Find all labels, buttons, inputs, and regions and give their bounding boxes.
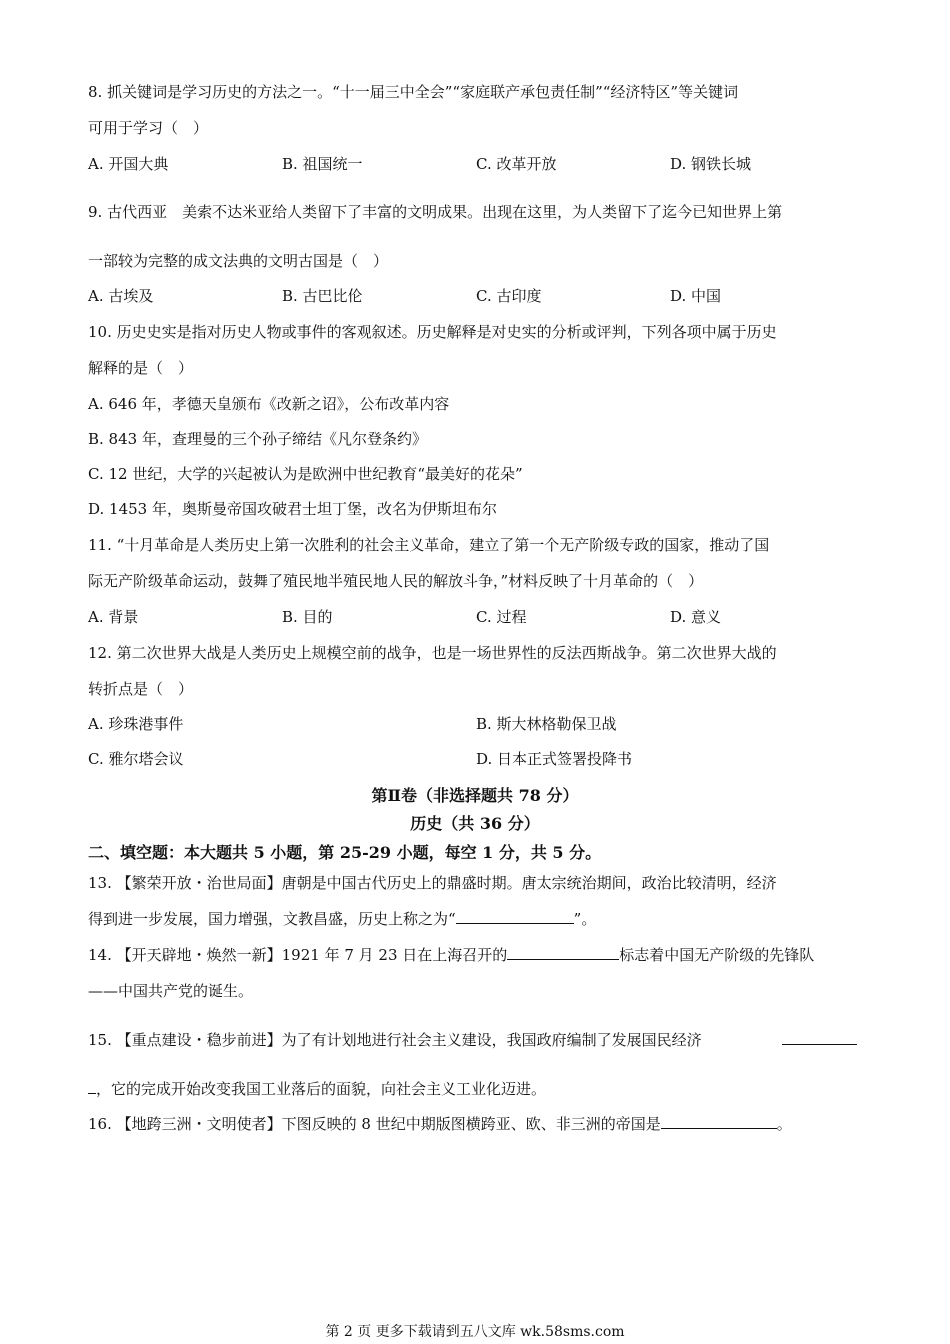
q15-stem-line1: 15. 【重点建设・稳步前进】为了有计划地进行社会主义建设，我国政府编制了发展国民经济 (88, 1031, 702, 1049)
q12-option-c: C. 雅尔塔会议 (88, 750, 184, 768)
q10-option-a: A. 646 年，孝德天皇颁布《改新之诏》，公布改革内容 (88, 395, 450, 413)
q8-stem-line1: 8. 抓关键词是学习历史的方法之一。“十一届三中全会”“家庭联产承包责任制”“经济特区”等关键词 (88, 83, 739, 101)
q12-stem-line1: 12. 第二次世界大战是人类历史上规模空前的战争，也是一场世界性的反法西斯战争。第二次世界大战的 (88, 644, 777, 662)
q11-option-c: C. 过程 (476, 608, 527, 626)
q9-stem-line2: 一部较为完整的成文法典的文明古国是（ ） (88, 252, 389, 270)
q8-option-b: B. 祖国统一 (282, 155, 363, 173)
q10-option-b: B. 843 年，查理曼的三个孙子缔结《凡尔登条约》 (88, 430, 427, 448)
q16-text-after-blank: 。 (776, 1115, 792, 1133)
q9-option-d: D. 中国 (670, 287, 722, 305)
section-subtitle: 历史（共 36 分） (410, 814, 540, 833)
q11-option-d: D. 意义 (670, 608, 722, 626)
q11-option-b: B. 目的 (282, 608, 333, 626)
q12-option-a: A. 珍珠港事件 (88, 715, 184, 733)
q14-answer-blank[interactable] (507, 945, 619, 960)
q15-text-after-blank: ，它的完成开始改变我国工业落后的面貌，向社会主义工业化迈进。 (96, 1080, 547, 1098)
q13-stem-line1: 13. 【繁荣开放・治世局面】唐朝是中国古代历史上的鼎盛时期。唐太宗统治期间，政治比较清明，经济 (88, 874, 777, 892)
q9-option-a: A. 古埃及 (88, 287, 154, 305)
q12-option-b: B. 斯大林格勒保卫战 (476, 715, 617, 733)
q14-stem-line2: ——中国共产党的诞生。 (88, 982, 254, 1000)
q15-answer-blank-continued[interactable] (88, 1079, 96, 1094)
section-title: 第Ⅱ卷（非选择题共 78 分） (371, 786, 579, 805)
q15-answer-blank[interactable] (782, 1030, 857, 1045)
q10-option-d: D. 1453 年，奥斯曼帝国攻破君士坦丁堡，改名为伊斯坦布尔 (88, 500, 497, 518)
q9-stem-line1: 9. 古代西亚 美索不达米亚给人类留下了丰富的文明成果。出现在这里，为人类留下了迄今已知世界上第 (88, 203, 783, 221)
q8-option-d: D. 钢铁长城 (670, 155, 752, 173)
q13-stem-line2 (88, 909, 596, 929)
q16-stem-line1 (88, 1114, 792, 1134)
q8-stem-line2: 可用于学习（ ） (88, 119, 209, 137)
q14-stem-line1 (88, 945, 814, 965)
q10-stem-line1: 10. 历史史实是指对历史人物或事件的客观叙述。历史解释是对史实的分析或评判，下列各项中属于历史 (88, 323, 777, 341)
q13-answer-blank[interactable] (456, 909, 574, 924)
q14-text-before-blank: 14. 【开天辟地・焕然一新】1921 年 7 月 23 日在上海召开的 (88, 946, 508, 964)
q15-stem-line2 (88, 1079, 546, 1099)
q8-option-a: A. 开国大典 (88, 155, 169, 173)
q10-stem-line2: 解释的是（ ） (88, 359, 194, 377)
q8-option-c: C. 改革开放 (476, 155, 557, 173)
q13-text-after-blank: ”。 (573, 910, 597, 928)
q9-option-b: B. 古巴比伦 (282, 287, 363, 305)
q16-answer-blank[interactable] (661, 1114, 777, 1129)
q10-option-c: C. 12 世纪，大学的兴起被认为是欧洲中世纪教育“最美好的花朵” (88, 465, 523, 483)
part-heading: 二、填空题：本大题共 5 小题，第 25-29 小题，每空 1 分，共 5 分。 (88, 843, 602, 862)
q14-text-after-blank: 标志着中国无产阶级的先锋队 (619, 946, 815, 964)
q13-text-before-blank: 得到进一步发展，国力增强，文教昌盛，历史上称之为“ (88, 910, 456, 928)
q16-text-before-blank: 16. 【地跨三洲・文明使者】下图反映的 8 世纪中期版图横跨亚、欧、非三洲的帝国是 (88, 1115, 661, 1133)
q12-option-d: D. 日本正式签署投降书 (476, 750, 633, 768)
q9-option-c: C. 古印度 (476, 287, 542, 305)
page-footer: 第 2 页 更多下载请到五八文库 wk.58sms.com (325, 1324, 625, 1340)
q11-stem-line2: 际无产阶级革命运动，鼓舞了殖民地半殖民地人民的解放斗争，”材料反映了十月革命的（ ） (88, 572, 704, 590)
q11-stem-line1: 11. “十月革命是人类历史上第一次胜利的社会主义革命，建立了第一个无产阶级专政的国家，推动了国 (88, 536, 770, 554)
q12-stem-line2: 转折点是（ ） (88, 680, 194, 698)
q11-option-a: A. 背景 (88, 608, 139, 626)
